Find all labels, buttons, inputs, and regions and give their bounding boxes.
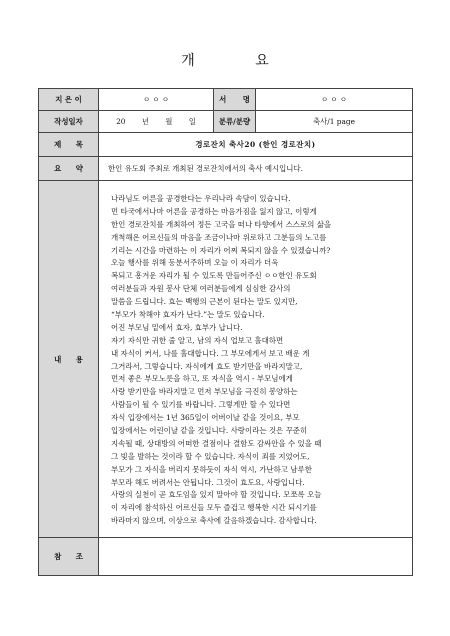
content-line: 오늘 행사를 위해 동분서주하며 오늘 이 자리가 더욱 (111, 258, 279, 268)
content-body (99, 181, 413, 538)
content-line: 부모가 그 자식을 버리지 못하듯이 자식 역시, 가난하고 남루한 (111, 464, 312, 474)
content-line: 기리는 시간을 마련하는 이 자리가 어찌 복되지 않을 수 있겠습니까? (111, 245, 331, 255)
content-line: 복되고 흥겨운 자리가 될 수 있도록 만들어주신 ㅇㅇ한인 유도회 (111, 271, 317, 281)
reference-row (39, 538, 413, 576)
subject-value: 경로잔치 축사20 (한인 경로잔치) (99, 133, 413, 157)
book-title-label: 서 명 (214, 89, 256, 111)
content-line: 바라마지 않으며, 이상으로 축사에 갈음하겠습니다. 감사합니다. (111, 516, 317, 526)
content-line: 개척해온 어르신들의 마음을 조금이나마 위로하고 그분들의 노고를 (111, 232, 327, 242)
category-label: 분류/분량 (214, 111, 256, 133)
document-title: 개 요 (181, 53, 297, 69)
book-title-value: ㅇ ㅇ ㅇ (256, 89, 413, 111)
summary-value: 한인 유도회 주최로 개최된 경로잔치에서의 축사 예시입니다. (99, 157, 413, 181)
reference-label: 참 조 (39, 538, 99, 576)
summary-row (39, 157, 413, 181)
content-line: 여러분들과 자원 봉사 단체 여러분들에게 심심한 감사의 (111, 284, 291, 294)
content-line: 사랑 받기만을 바라지말고 먼저 부모님을 극진히 봉양하는 (111, 387, 298, 397)
content-row (39, 181, 413, 538)
content-line: 내 자식이 커서, 나를 홀대합니다. 그 부모에게서 보고 배운 게 (111, 348, 310, 358)
content-line: 자식 입장에서는 1년 365일이 어버이날 같을 것이요, 부모 (111, 413, 300, 423)
date-row (39, 111, 413, 133)
summary-label: 요 약 (39, 157, 99, 181)
author-label: 지 은 이 (39, 89, 99, 111)
content-line: 어진 부모님 밑에서 효자, 효부가 납니다. (111, 322, 243, 332)
content-line: 이 자리에 참석하신 어르신들 모두 즐겁고 행복한 시간 되시기를 (111, 503, 317, 513)
content-line: 그거라서, 그렇습니다. 자식에게 효도 받기만을 바라지말고, (111, 361, 303, 371)
summary-form-table (38, 88, 413, 576)
content-line: 나라님도 어른을 공경한다는 우리나라 속담이 있습니다. (111, 194, 291, 203)
content-line: 사람들이 될 수 있기를 바랍니다. 그렇게만 할 수 있다면 (111, 400, 291, 410)
content-line: 자기 자식만 귀한 줄 알고, 남의 자식 업보고 홀대하면 (111, 335, 284, 345)
author-row (39, 89, 413, 111)
content-line: 사랑의 실천이 곧 효도임을 있지 말아야 할 것입니다. 모쪼록 오늘 (111, 490, 322, 500)
content-text (99, 181, 412, 534)
content-line: 먼 타국에서나마 어른을 공경하는 마음가짐을 잃지 않고, 이렇게 (111, 206, 317, 216)
content-line: 먼저 좋은 부모노릇을 하고, 또 자식을 역시 - 부모님에게 (111, 374, 293, 384)
category-value: 축사/1 page (256, 111, 413, 133)
content-line: 그 빛을 발하는 것이라 할 수 있습니다. 자식이 죄를 지었어도, (111, 451, 310, 461)
content-line: 입장에서는 어린이날 같을 것입니다. 사랑이라는 것은 꾸준히 (111, 426, 308, 436)
content-line: 지속될 때, 상대방의 어떠한 결점이나 결함도 감싸안을 수 있을 때 (111, 438, 322, 448)
content-line: 한인 경로잔치를 개최하여 정든 고국을 떠나 타향에서 스스로의 삶을 (111, 219, 332, 229)
subject-label: 제 목 (39, 133, 99, 157)
content-line: 부모라 해도 버려서는 안됩니다. 그것이 효도요, 사랑입니다. (111, 477, 305, 487)
date-value: 20 년 월 일 (99, 111, 214, 133)
content-line: 말씀을 드립니다. 효는 백행의 근본이 된다는 말도 있지만, (111, 297, 298, 307)
author-value: ㅇ ㅇ ㅇ (99, 89, 214, 111)
subject-row (39, 133, 413, 157)
date-label: 작성일자 (39, 111, 99, 133)
content-label: 내 용 (39, 181, 99, 538)
reference-value (99, 538, 413, 576)
content-line: “부모가 착해야 효자가 난다.”는 말도 있습니다. (111, 310, 265, 320)
